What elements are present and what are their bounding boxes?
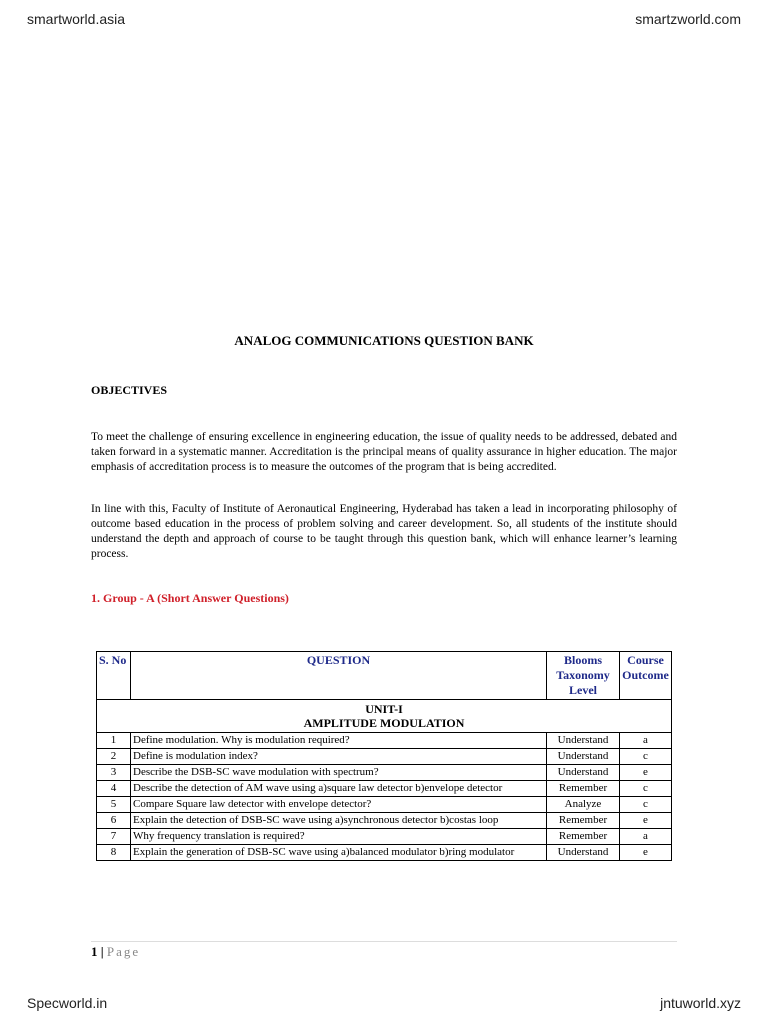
question-number: 7 — [97, 829, 131, 845]
course-outcome: e — [620, 845, 672, 861]
question-text: Explain the generation of DSB-SC wave using a)balanced modulator b)ring modulator — [131, 845, 547, 861]
question-number: 3 — [97, 765, 131, 781]
page-separator: | — [100, 944, 104, 959]
question-text: Describe the DSB-SC wave modulation with spectrum? — [131, 765, 547, 781]
table-row — [97, 749, 672, 765]
table-row — [97, 781, 672, 797]
question-table — [96, 651, 672, 861]
question-text: Define modulation. Why is modulation required? — [131, 733, 547, 749]
blooms-level: Remember — [547, 781, 620, 797]
table-row — [97, 813, 672, 829]
question-number: 1 — [97, 733, 131, 749]
header-blooms: Blooms Taxonomy Level — [547, 652, 620, 700]
course-outcome: e — [620, 765, 672, 781]
table-row — [97, 797, 672, 813]
unit-number: UNIT-I — [365, 702, 403, 716]
course-outcome: a — [620, 733, 672, 749]
course-outcome: c — [620, 797, 672, 813]
header-question: QUESTION — [131, 652, 547, 700]
question-text: Compare Square law detector with envelope detector? — [131, 797, 547, 813]
unit-title: AMPLITUDE MODULATION — [303, 716, 465, 730]
header-outcome: Course Outcome — [620, 652, 672, 700]
objectives-heading: OBJECTIVES — [91, 383, 168, 397]
document-title: ANALOG COMMUNICATIONS QUESTION BANK — [234, 333, 534, 348]
blooms-level: Understand — [547, 765, 620, 781]
question-text: Explain the detection of DSB-SC wave using a)synchronous detector b)costas loop — [131, 813, 547, 829]
question-number: 6 — [97, 813, 131, 829]
course-outcome: a — [620, 829, 672, 845]
table-header-row — [97, 652, 672, 700]
question-text: Define is modulation index? — [131, 749, 547, 765]
group-a-heading: 1. Group - A (Short Answer Questions) — [91, 591, 289, 605]
course-outcome: c — [620, 749, 672, 765]
blooms-level: Analyze — [547, 797, 620, 813]
question-number: 8 — [97, 845, 131, 861]
unit-heading — [97, 700, 672, 733]
course-outcome: c — [620, 781, 672, 797]
question-text: Describe the detection of AM wave using a)square law detector b)envelope detector — [131, 781, 547, 797]
blooms-level: Remember — [547, 813, 620, 829]
table-row — [97, 765, 672, 781]
unit-row — [97, 700, 672, 733]
watermark-top-right: smartzworld.com — [635, 11, 741, 27]
watermark-bottom-left: Specworld.in — [27, 995, 108, 1011]
watermark-top-left: smartworld.asia — [27, 11, 126, 27]
watermark-bottom-right: jntuworld.xyz — [660, 995, 741, 1011]
blooms-level: Understand — [547, 733, 620, 749]
table-row — [97, 829, 672, 845]
objectives-paragraph-1: To meet the challenge of ensuring excellence in engineering education, the issue of quality needs to be addressed, debated and taken forward in a systematic manner. Accreditation is the principal means of quality assurance in higher education. The major emphasis of accreditation process is to measure the outcomes of the program that is being accredited. — [91, 431, 677, 473]
blooms-level: Understand — [547, 845, 620, 861]
table-row — [97, 733, 672, 749]
table-row — [97, 845, 672, 861]
question-number: 4 — [97, 781, 131, 797]
page-word: Page — [106, 944, 141, 959]
objectives-paragraph-2: In line with this, Faculty of Institute of Aeronautical Engineering, Hyderabad has taken a lead in incorporating philosophy of outcome based education in the process of problem solving and career development. So, all students of the institute should understand the depth and approach of course to be taught through this question bank, which will enhance learner’s learning process. — [91, 503, 677, 560]
page-number: 1 — [91, 944, 98, 959]
header-sno: S. No — [97, 652, 131, 700]
question-number: 5 — [97, 797, 131, 813]
blooms-level: Understand — [547, 749, 620, 765]
footer-divider — [91, 941, 677, 942]
course-outcome: e — [620, 813, 672, 829]
page-footer — [91, 944, 140, 960]
question-text: Why frequency translation is required? — [131, 829, 547, 845]
question-number: 2 — [97, 749, 131, 765]
blooms-level: Remember — [547, 829, 620, 845]
